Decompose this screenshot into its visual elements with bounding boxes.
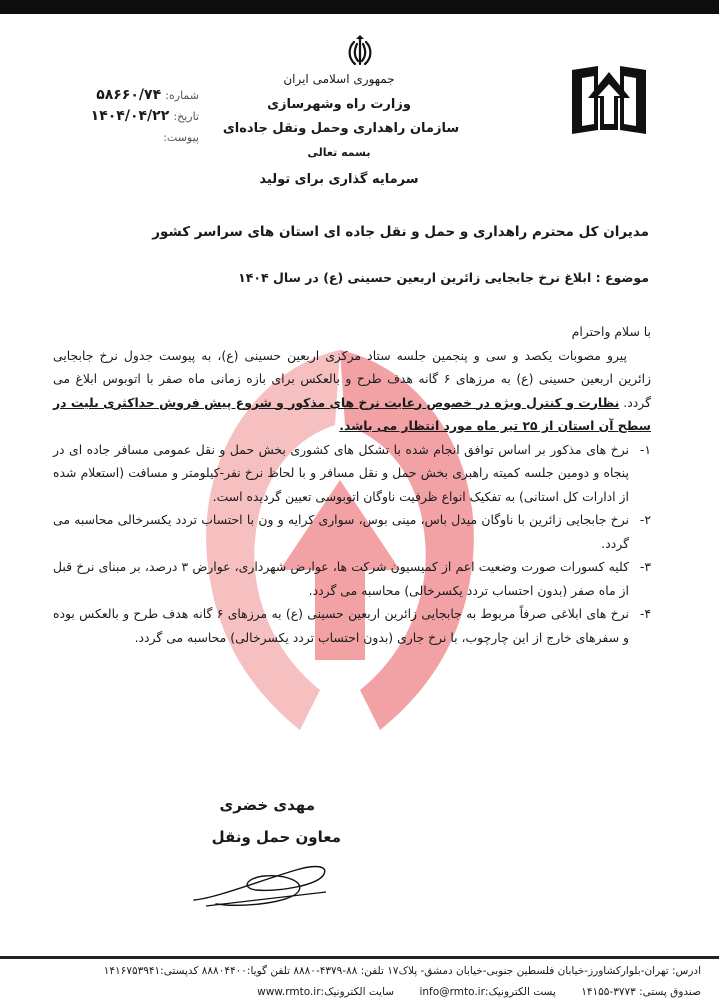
item-text: نرخ های ابلاغی صرفاً مربوط به جابجایی زائرین اربعین حسینی (ع) به مرزهای ۶ گانه هدف طرح و بالعکس بوده و سفرهای خارج از این چارچوب، با نرخ جاری (بدون احتساب تردد یکسرخالی) محاسبه می گردد. [53, 606, 630, 645]
handwritten-signature [186, 852, 336, 910]
slogan: سرمایه گذاری برای تولید [259, 172, 419, 187]
footer-contacts [257, 986, 701, 998]
letter-attachment [163, 130, 199, 145]
number-value: ۵۸۶۶۰/۷۴ [96, 87, 162, 103]
footer-website[interactable]: سایت الکترونیک:www.rmto.ir [257, 986, 395, 998]
signatory-name: مهدی خضری [219, 796, 315, 814]
top-black-bar [0, 0, 719, 14]
intro-text: پیرو مصوبات یکصد و سی و پنجمین جلسه ستاد مرکزی اربعین حسینی (ع)، به پیوست جدول نرخ جابجایی زائرین اربعین حسینی (ع) به مرزهای ۶ گانه هدف طرح و بالعکس برای بازه زمانی ماه صفر با اتوبوس ابلاغ می گردد. [53, 347, 651, 410]
item-text: کلیه کسورات صورت وضعیت اعم از کمیسیون شرکت ها، عوارض شهرداری، عوارض ۳ درصد، بر مبنای نرخ قبل از ماه صفر (بدون احتساب تردد یکسرخالی) محاسبه می گردد. [53, 559, 630, 598]
item-text: نرخ های مذکور بر اساس توافق انجام شده با تشکل های کشوری بخش حمل و نقل عمومی مسافر جاده ای در پنجاه و دومین جلسه کمیته راهبری بخش حمل و نقل مسافر و با لحاظ نرخ نفر-کیلومتر و مسافت (استعلام شده از ادارات کل استانی) به تفکیک انواع ظرفیت ناوگان اتوبوسی تعیین گردیده است. [53, 441, 629, 504]
list-item [53, 508, 651, 555]
list-item [53, 602, 651, 649]
footer-divider [0, 956, 719, 959]
attachment-label: پیوست: [163, 131, 199, 144]
republic-title: جمهوری اسلامی ایران [283, 72, 395, 86]
organization-title: سازمان راهداری وحمل ونقل جاده‌ای [222, 121, 460, 136]
item-text: نرخ جابجایی زائرین با ناوگان میدل باس، مینی بوس، سواری کرایه و ون با احتساب تردد یکسرخالی محاسبه می گردد. [53, 512, 629, 551]
ministry-title: وزارت راه وشهرسازی [267, 97, 411, 112]
item-number: ۱- [639, 441, 651, 457]
letter-body [53, 320, 651, 649]
intro-emphasis: نظارت و کنترل ویژه در خصوص رعایت نرخ های مذکور و شروع پیش فروش حداکثری بلیت در سطح آن استان از ۲۵ تیر ماه مورد انتظار می باشد. [53, 394, 651, 433]
item-number: ۴- [639, 606, 651, 621]
item-number: ۲- [639, 512, 651, 527]
rmto-road-logo-icon [568, 64, 650, 136]
item-number: ۳- [639, 559, 651, 574]
number-label: شماره: [165, 89, 199, 102]
letter-date [91, 108, 199, 124]
recipient: مدیران کل محترم راهداری و حمل و نقل جاده ای استان های سراسر کشور [152, 224, 649, 240]
footer-postbox: صندوق پستی: ۳۷۷۳-۱۴۱۵۵ [581, 986, 701, 998]
intro-paragraph [53, 344, 651, 438]
iran-emblem-icon [342, 34, 378, 70]
list-item [53, 438, 651, 509]
bismillah: بسمه تعالی [307, 146, 371, 159]
list-item [53, 555, 651, 602]
date-label: تاریخ: [173, 110, 199, 123]
subject: موضوع : ابلاغ نرخ جابجایی زائرین اربعین حسینی (ع) در سال ۱۴۰۴ [238, 270, 649, 285]
footer-email[interactable]: پست الکترونیک:info@rmto.ir [419, 986, 556, 998]
greeting: با سلام واحترام [571, 324, 651, 339]
signatory-role: معاون حمل ونقل [211, 828, 341, 846]
letter-number [96, 87, 199, 103]
footer-address: ادرس: تهران-بلوارکشاورز-خیابان فلسطین جنوبی-خیابان دمشق- پلاک۱۷ تلفن: ۸۸-۴۳۷۹-۸۸۸۰ تلفن گویا:۸۸۸۰۴۴۰۰ کدپستی:۱۴۱۶۷۵۳۹۴۱ [103, 965, 701, 977]
date-value: ۱۴۰۴/۰۴/۲۲ [90, 108, 170, 124]
